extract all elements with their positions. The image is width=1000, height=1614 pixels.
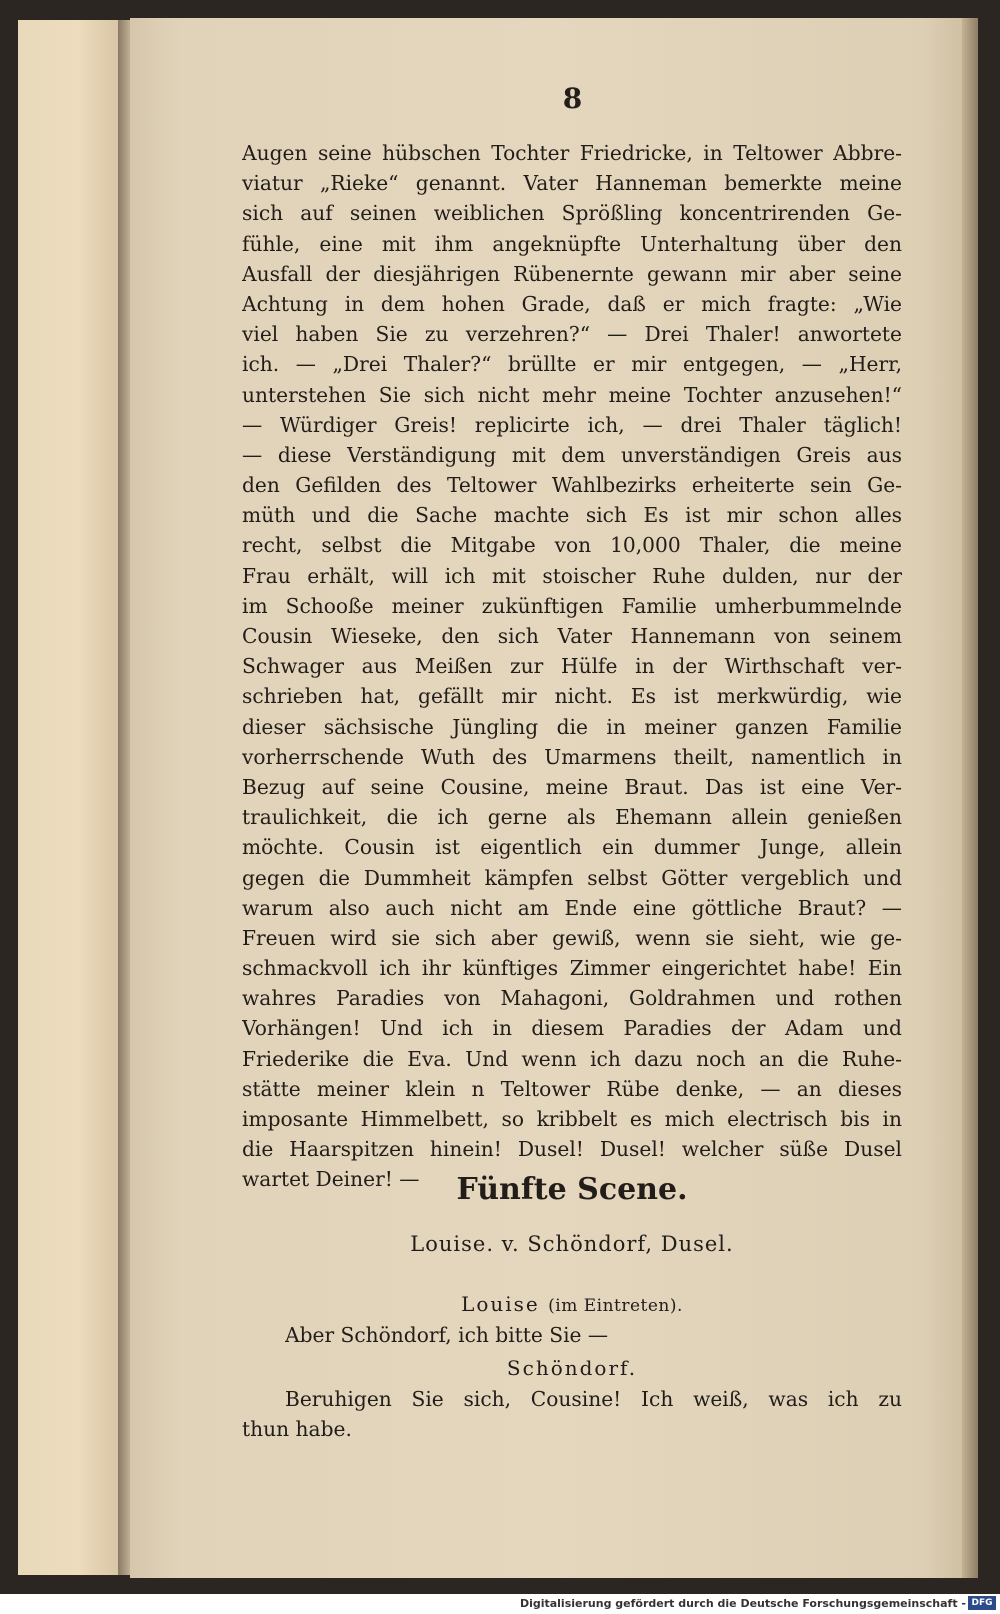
text-line: stätte meiner klein n Teltower Rübe denke, — an dieses <box>242 1076 902 1101</box>
dfg-logo: DFG <box>968 1596 996 1610</box>
speech-louise <box>285 1320 905 1350</box>
text-line: Ausfall der diesjährigen Rübenernte gewann mir aber seine <box>242 261 902 286</box>
text-line: — Würdiger Greis! replicirte ich, — drei Thaler täglich! <box>242 412 902 437</box>
speaker-louise <box>242 1292 902 1316</box>
speaker-name: Louise <box>461 1292 540 1316</box>
page-edge <box>962 18 978 1578</box>
speech-schoendorf <box>242 1384 902 1444</box>
text-line: die Haarspitzen hinein! Dusel! Dusel! welcher süße Dusel <box>242 1137 902 1162</box>
text-line: Augen seine hübschen Tochter Friedricke, in Teltower Abbre- <box>242 141 902 165</box>
scene-title: Fünfte Scene. <box>456 1172 688 1207</box>
text-line: vorherrschende Wuth des Umarmens theilt, namentlich in <box>242 744 902 769</box>
page-number: 8 <box>562 82 583 115</box>
speech-line: Aber Schöndorf, ich bitte Sie — <box>285 1323 609 1347</box>
text-line: Cousin Wieseke, den sich Vater Hannemann von seinem <box>242 624 902 648</box>
text-line: müth und die Sache machte sich Es ist mir schon alles <box>242 503 902 528</box>
text-line: imposante Himmelbett, so kribbelt es mich electrisch bis in <box>242 1107 902 1131</box>
text-line: fühle, eine mit ihm angeknüpfte Unterhaltung über den <box>242 231 902 256</box>
text-line: den Gefilden des Teltower Wahlbezirks erheiterte sein Ge- <box>242 473 902 498</box>
text-line: recht, selbst die Mitgabe von 10,000 Thaler, die meine <box>242 533 902 558</box>
text-line: gegen die Dummheit kämpfen selbst Götter vergeblich und <box>242 865 902 890</box>
text-line: Freuen wird sie sich aber gewiß, wenn sie sieht, wie ge- <box>242 925 902 950</box>
text-line: sich auf seinen weiblichen Sprößling koncentrirenden Ge- <box>242 201 902 226</box>
speaker-schoendorf <box>242 1356 902 1380</box>
text-line: dieser sächsische Jüngling die in meiner ganzen Familie <box>242 714 902 739</box>
scene-cast: Louise. v. Schöndorf, Dusel. <box>410 1232 734 1256</box>
text-line: viel haben Sie zu verzehren?“ — Drei Thaler! anwortete <box>242 322 902 347</box>
text-line: Friederike die Eva. Und wenn ich dazu noch an die Ruhe- <box>242 1046 902 1071</box>
main-text-block <box>242 138 902 1195</box>
text-line: schmackvoll ich ihr künftiges Zimmer eingerichtet habe! Ein <box>242 956 902 981</box>
text-line: Schwager aus Meißen zur Hülfe in der Wirthschaft ver- <box>242 654 902 679</box>
text-line: Bezug auf seine Cousine, meine Braut. Das ist eine Ver- <box>242 774 902 799</box>
footer-bar <box>0 1594 1000 1614</box>
text-line: wartet Deiner! — <box>242 1167 420 1192</box>
text-line: warum also auch nicht am Ende eine göttliche Braut? — <box>242 895 902 920</box>
text-line: traulichkeit, die ich gerne als Ehemann allein genießen <box>242 805 902 830</box>
funding-credit: Digitalisierung gefördert durch die Deutsche Forschungsgemeinschaft - <box>519 1597 966 1610</box>
stage-direction: (im Eintreten). <box>548 1296 683 1316</box>
speech-line: thun habe. <box>242 1417 352 1441</box>
text-line: ich. — „Drei Thaler?“ brüllte er mir entgegen, — „Herr, <box>242 352 902 377</box>
text-line: Achtung in dem hohen Grade, daß er mich fragte: „Wie <box>242 291 902 316</box>
text-line: — diese Verständigung mit dem unverständigen Greis aus <box>242 442 902 467</box>
speaker-name: Schöndorf. <box>506 1356 638 1380</box>
text-line: unterstehen Sie sich nicht mehr meine Tochter anzusehen!“ <box>242 382 902 407</box>
page-fold-strip <box>18 20 118 1575</box>
speech-line: Beruhigen Sie sich, Cousine! Ich weiß, was ich zu <box>285 1387 902 1411</box>
text-line: Vorhängen! Und ich in diesem Paradies der Adam und <box>242 1016 902 1041</box>
text-line: im Schooße meiner zukünftigen Familie umherbummelnde <box>242 593 902 618</box>
text-line: Frau erhält, will ich mit stoischer Ruhe dulden, nur der <box>242 563 902 588</box>
text-line: möchte. Cousin ist eigentlich ein dummer Junge, allein <box>242 835 902 860</box>
text-line: viatur „Rieke“ genannt. Vater Hanneman bemerkte meine <box>242 171 902 196</box>
text-line: wahres Paradies von Mahagoni, Goldrahmen und rothen <box>242 986 902 1011</box>
text-line: schrieben hat, gefällt mir nicht. Es ist merkwürdig, wie <box>242 684 902 709</box>
